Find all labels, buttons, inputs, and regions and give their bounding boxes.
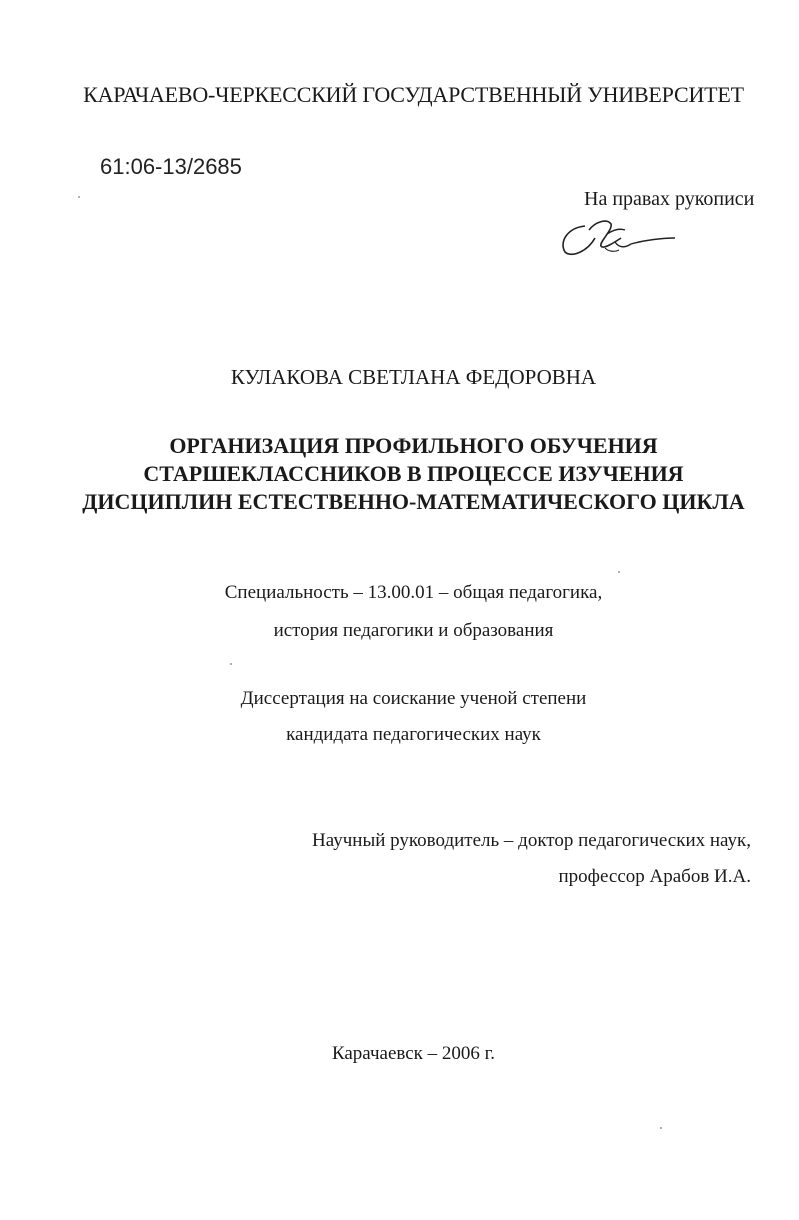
scan-speck [618, 571, 620, 573]
title-line: ОРГАНИЗАЦИЯ ПРОФИЛЬНОГО ОБУЧЕНИЯ [169, 433, 658, 458]
specialty-line-2: история педагогики и образования [273, 620, 554, 641]
scan-speck [230, 663, 232, 665]
place-and-year: Карачаевск – 2006 г. [331, 1043, 496, 1064]
university-name: КАРАЧАЕВО-ЧЕРКЕССКИЙ ГОСУДАРСТВЕННЫЙ УНИВЕРСИТЕТ [83, 82, 744, 107]
catalog-number: 61:06-13/2685 [100, 154, 242, 179]
degree-line-2: кандидата педагогических наук [286, 724, 541, 745]
supervisor-line-1: Научный руководитель – доктор педагогических наук, [312, 830, 751, 851]
scan-speck [78, 196, 80, 198]
scan-speck [660, 1127, 662, 1129]
degree-line-1: Диссертация на соискание ученой степени [240, 688, 587, 709]
supervisor-line-2: профессор Арабов И.А. [558, 866, 751, 887]
title-line: СТАРШЕКЛАССНИКОВ В ПРОЦЕССЕ ИЗУЧЕНИЯ [143, 461, 684, 486]
title-line: ДИСЦИПЛИН ЕСТЕСТВЕННО-МАТЕМАТИЧЕСКОГО ЦИКЛА [82, 489, 745, 514]
dissertation-title [0, 432, 799, 516]
author-name: КУЛАКОВА СВЕТЛАНА ФЕДОРОВНА [230, 365, 597, 389]
handwritten-signature [555, 212, 680, 262]
manuscript-rights-note: На правах рукописи [584, 188, 755, 210]
specialty-line-1: Специальность – 13.00.01 – общая педагогика, [224, 582, 603, 603]
